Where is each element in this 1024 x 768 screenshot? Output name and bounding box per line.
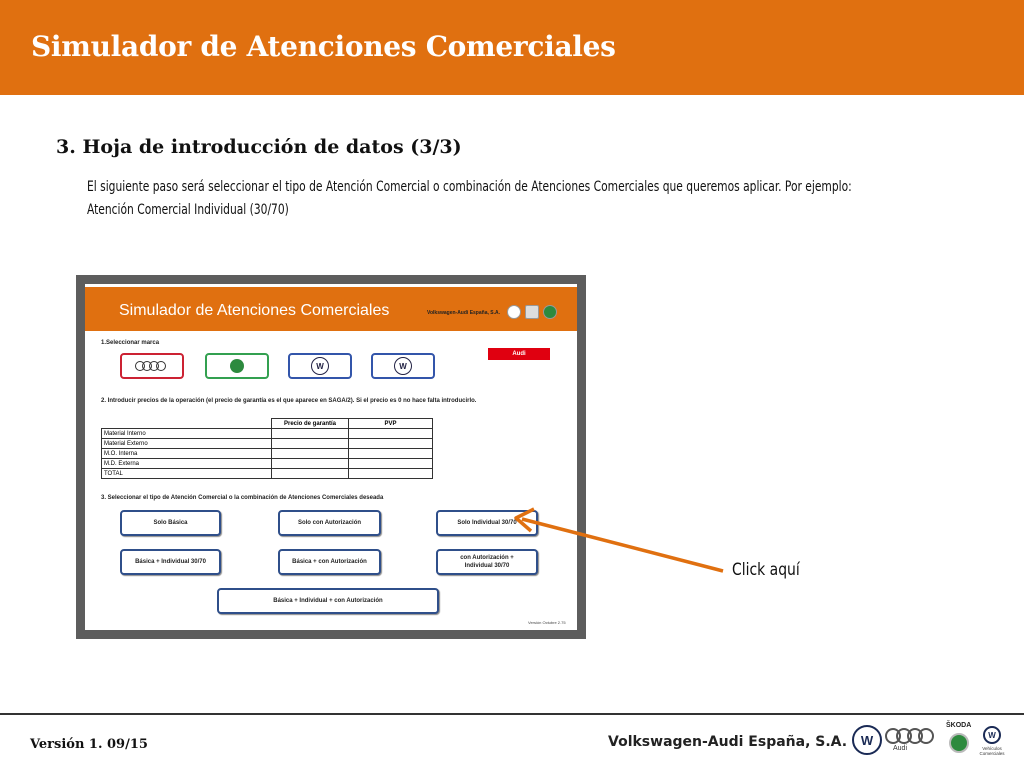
column-header-pvp: PVP	[349, 419, 433, 429]
solo-basica-button[interactable]: Solo Básica	[120, 510, 221, 536]
row-label: Material Interno	[102, 429, 272, 439]
instruction-line-1: El siguiente paso será seleccionar el tipo de Atención Comercial o combinación de Atenciones Comerciales que queremos aplicar. Por ejemplo:	[87, 179, 852, 195]
section-title: 3. Hoja de introducción de datos (3/3)	[56, 136, 462, 158]
basica-individual-button[interactable]: Básica + Individual 30/70	[120, 549, 221, 575]
column-header-garantia: Precio de garantía	[272, 419, 349, 429]
audi-rings-icon	[890, 728, 934, 744]
solo-autorizacion-button[interactable]: Solo con Autorización	[278, 510, 381, 536]
embedded-company: Volkswagen-Audi España, S.A.	[427, 310, 500, 316]
vw-logo-icon: W	[311, 357, 329, 375]
button-label-line-1: con Autorización +	[460, 555, 514, 561]
row-label: M.D. Externa	[102, 459, 272, 469]
page-title: Simulador de Atenciones Comerciales	[31, 30, 616, 63]
selected-brand-badge: Audi	[488, 348, 550, 360]
solo-individual-button[interactable]: Solo Individual 30/70	[436, 510, 538, 536]
row-label: TOTAL	[102, 469, 272, 479]
vw-comerciales-logo-icon: W	[394, 357, 412, 375]
basica-individual-autorizacion-button[interactable]: Básica + Individual + con Autorización	[217, 588, 439, 614]
button-label-line-2: Individual 30/70	[464, 563, 510, 569]
step3-label: 3. Seleccionar el tipo de Atención Comercial o la combinación de Atenciones Comerciales deseada	[101, 495, 384, 501]
skoda-logo-label: ŠKODA	[946, 722, 972, 729]
skoda-logo-icon	[949, 733, 969, 753]
footer-company: Volkswagen-Audi España, S.A.	[608, 734, 848, 750]
row-label: Material Externo	[102, 439, 272, 449]
vw-comerciales-label: Vehículos Comerciales	[979, 746, 1005, 756]
embedded-version: Versión Octubre 2.75	[528, 620, 566, 625]
audi-logo-label: Audi	[893, 745, 908, 752]
row-label: M.O. Interna	[102, 449, 272, 459]
footer-version: Versión 1. 09/15	[30, 737, 148, 752]
vw-logo-icon: W	[852, 725, 882, 755]
step1-label: 1.Seleccionar marca	[101, 340, 160, 346]
footer-divider	[0, 713, 1024, 715]
basica-autorizacion-button[interactable]: Básica + con Autorización	[278, 549, 381, 575]
vw-comerciales-logo-icon: W	[983, 726, 1001, 744]
click-here-label: Click aquí	[732, 560, 800, 580]
instruction-line-2: Atención Comercial Individual (30/70)	[87, 202, 289, 218]
embedded-title: Simulador de Atenciones Comerciales	[119, 302, 390, 319]
step2-label: 2. Introducir precios de la operación (el precio de garantía es el que aparece en SAGA/2). Si el precio es 0 no hace falta introducirlo.	[101, 398, 477, 404]
